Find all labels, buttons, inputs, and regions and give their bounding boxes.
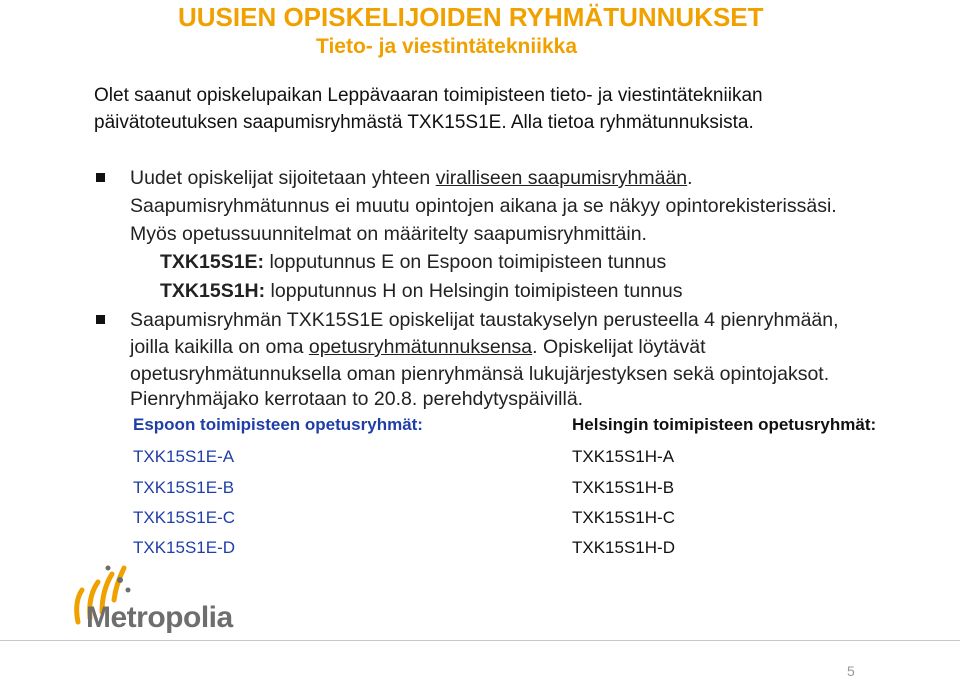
helsinki-heading: Helsingin toimipisteen opetusryhmät:: [572, 415, 877, 434]
page-title: UUSIEN OPISKELIJOIDEN RYHMÄTUNNUKSET: [178, 2, 764, 32]
bullet2-line-1: Saapumisryhmän TXK15S1E opiskelijat taustakyselyn perusteella 4 pienryhmään,: [130, 309, 839, 331]
bullet2-line-3: opetusryhmätunnuksella oman pienryhmänsä lukujärjestyksen sekä opintojaksot.: [130, 363, 830, 385]
bullet2-text-after: . Opiskelijat löytävät: [532, 336, 706, 358]
intro-line-1: Olet saanut opiskelupaikan Leppävaaran toimipisteen tieto- ja viestintätekniikan: [94, 85, 763, 106]
bullet2-text: joilla kaikilla on oma: [130, 336, 309, 358]
espoo-group-a: TXK15S1E-A: [133, 447, 235, 466]
bullet1-line-2: Saapumisryhmätunnus ei muutu opintojen aikana ja se näkyy opintorekisterissäsi.: [130, 195, 837, 217]
code-helsinki-desc: lopputunnus H on Helsingin toimipisteen tunnus: [265, 280, 683, 302]
sub-item-espoo-code: [160, 251, 666, 274]
bullet1-text: Uudet opiskelijat sijoitetaan yhteen: [130, 167, 436, 189]
espoo-group-c: TXK15S1E-C: [133, 508, 236, 527]
bullet-marker-1: [96, 173, 105, 182]
intro-line-2: päivätoteutuksen saapumisryhmästä TXK15S1E. Alla tietoa ryhmätunnuksista.: [94, 112, 754, 133]
sub-item-helsinki-code: [160, 280, 682, 303]
espoo-heading: Espoon toimipisteen opetusryhmät:: [133, 415, 423, 434]
page-number: 5: [847, 663, 855, 679]
helsinki-group-a: TXK15S1H-A: [572, 447, 675, 466]
code-espoo: TXK15S1E:: [160, 251, 265, 273]
espoo-group-d: TXK15S1E-D: [133, 538, 236, 557]
teaching-group-link[interactable]: opetusryhmätunnuksensa: [308, 336, 533, 358]
metropolia-logo-text: Metropolia: [86, 601, 233, 634]
code-helsinki: TXK15S1H:: [160, 280, 266, 302]
bullet-marker-2: [96, 315, 105, 324]
bullet2-line-2: [130, 336, 706, 359]
espoo-group-b: TXK15S1E-B: [133, 478, 235, 497]
helsinki-group-c: TXK15S1H-C: [572, 508, 675, 527]
bullet1-line-3: Myös opetussuunnitelmat on määritelty saapumisryhmittäin.: [130, 223, 647, 245]
code-espoo-desc: lopputunnus E on Espoon toimipisteen tunnus: [264, 251, 667, 273]
bullet2-line-4: Pienryhmäjako kerrotaan to 20.8. perehdytyspäivillä.: [130, 388, 584, 410]
official-group-link[interactable]: viralliseen saapumisryhmään: [435, 167, 688, 189]
bullet1-punct: .: [687, 167, 693, 189]
footer-divider: [0, 640, 960, 641]
bullet1-line-1: [130, 167, 693, 190]
helsinki-group-b: TXK15S1H-B: [572, 478, 675, 497]
page-subtitle: Tieto- ja viestintätekniikka: [316, 35, 578, 58]
helsinki-group-d: TXK15S1H-D: [572, 538, 675, 557]
